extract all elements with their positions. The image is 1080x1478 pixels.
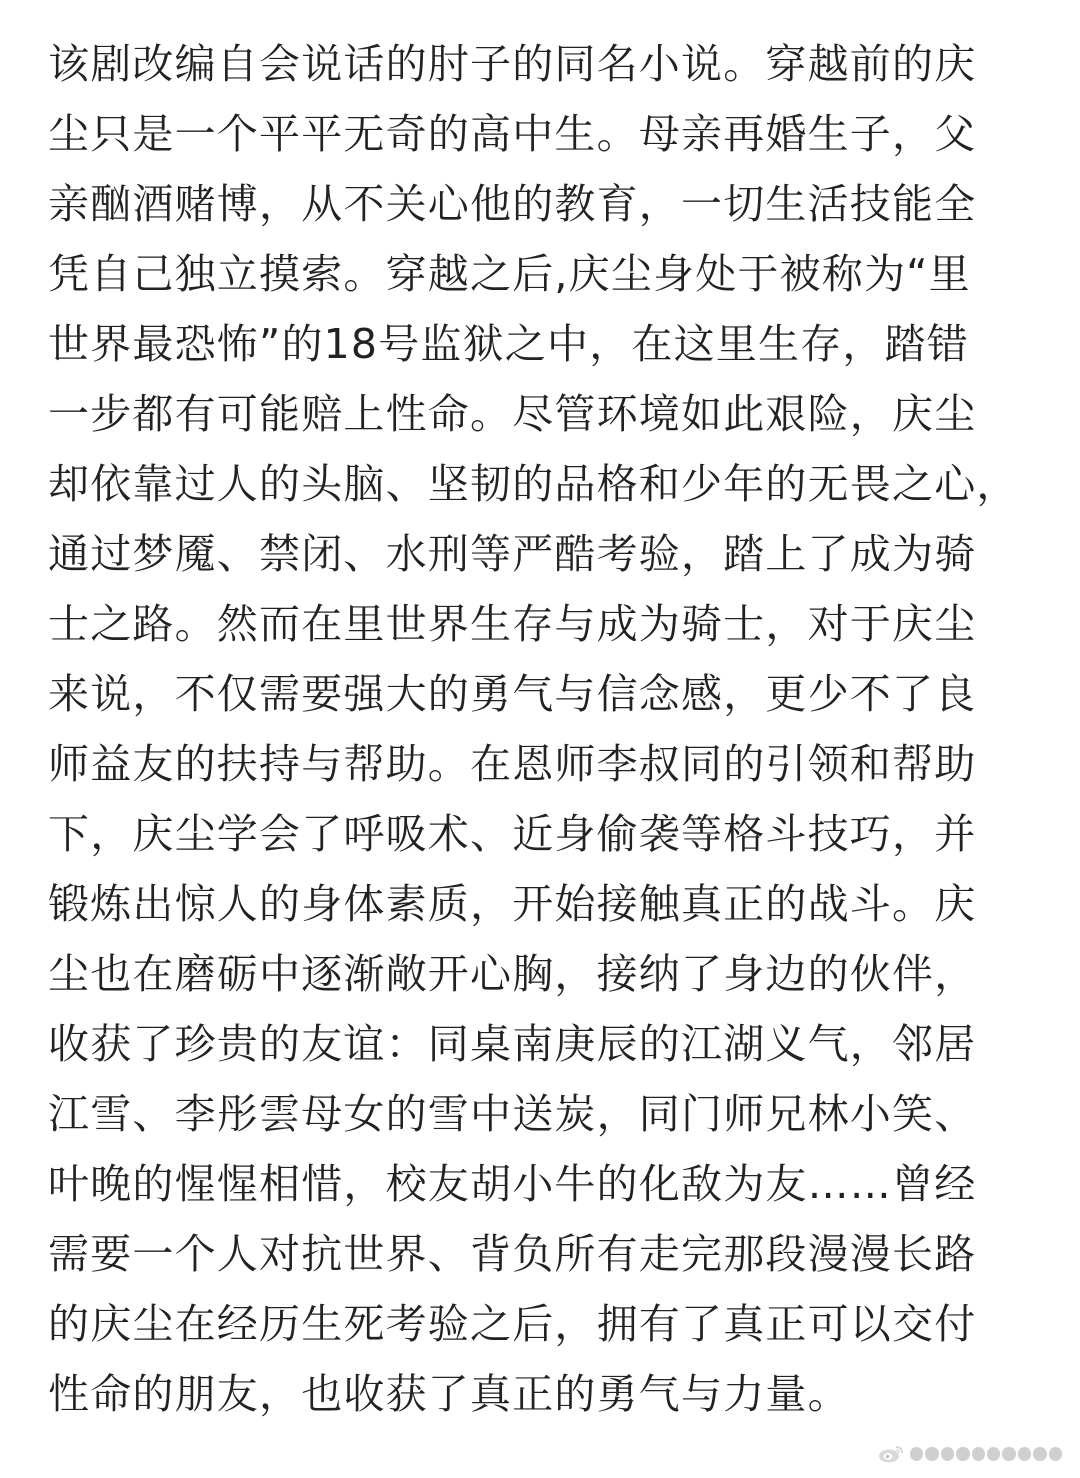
- article-line: 通过梦魇、禁闭、水刑等严酷考验，踏上了成为骑: [48, 530, 977, 578]
- article-line: 世界最恐怖”的18号监狱之中，在这里生存，踏错: [48, 320, 970, 368]
- article-line: 士之路。然而在里世界生存与成为骑士，对于庆尘: [48, 600, 977, 648]
- article-line: 却依靠过人的头脑、坚韧的品格和少年的无畏之心，: [48, 460, 1019, 508]
- article-line: 凭自己独立摸索。穿越之后,庆尘身处于被称为“里: [48, 250, 971, 298]
- article-line: 亲酗酒赌博，从不关心他的教育，一切生活技能全: [48, 180, 977, 228]
- weibo-logo-icon: [878, 1444, 904, 1464]
- article-line: 收获了珍贵的友谊：同桌南庚辰的江湖义气，邻居: [48, 1020, 977, 1068]
- watermark-blurred-text: [910, 1447, 1062, 1461]
- article-line: 尘只是一个平平无奇的高中生。母亲再婚生子，父: [48, 110, 977, 158]
- article-line: 一步都有可能赔上性命。尽管环境如此艰险，庆尘: [48, 390, 977, 438]
- article-line: 锻炼出惊人的身体素质，开始接触真正的战斗。庆: [48, 880, 977, 928]
- article-line: 的庆尘在经历生死考验之后，拥有了真正可以交付: [48, 1300, 977, 1348]
- article-line: 该剧改编自会说话的肘子的同名小说。穿越前的庆: [48, 40, 977, 88]
- weibo-watermark: [878, 1444, 1062, 1464]
- article-line: 下，庆尘学会了呼吸术、近身偷袭等格斗技巧，并: [48, 810, 977, 858]
- article-line: 尘也在磨砺中逐渐敞开心胸，接纳了身边的伙伴，: [48, 950, 977, 998]
- article-line: 性命的朋友，也收获了真正的勇气与力量。: [48, 1370, 850, 1418]
- article-line: 师益友的扶持与帮助。在恩师李叔同的引领和帮助: [48, 740, 977, 788]
- article-line: 需要一个人对抗世界、背负所有走完那段漫漫长路: [48, 1230, 977, 1278]
- article-line: 来说，不仅需要强大的勇气与信念感，更少不了良: [48, 670, 977, 718]
- article-line: 叶晚的惺惺相惜，校友胡小牛的化敌为友……曾经: [48, 1160, 977, 1208]
- article-line: 江雪、李彤雲母女的雪中送炭，同门师兄林小笑、: [48, 1090, 977, 1138]
